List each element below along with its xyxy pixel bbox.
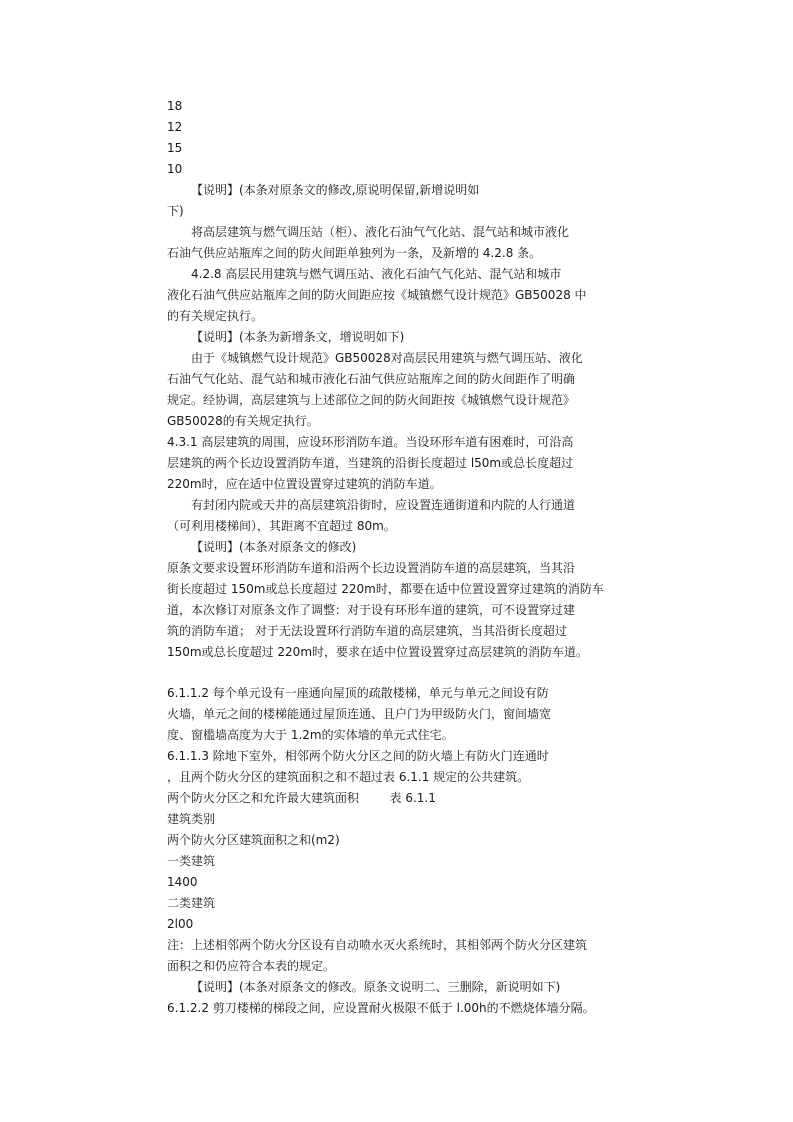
- clause-line: 火墙，单元之间的楼梯能通过屋顶连通、且户门为甲级防火门，窗间墙宽: [167, 707, 552, 721]
- clause-line: 度、窗槛墙高度为大于 1.2m的实体墙的单元式住宅。: [167, 728, 454, 742]
- paragraph-line: 道，本次修订对原条文作了调整：对于设有环形车道的建筑，可不设置穿过建: [167, 603, 576, 617]
- paragraph-line: 石油气供应站瓶库之间的防火间距单独列为一条，及新增的 4.2.8 条。: [167, 246, 542, 260]
- clause-line: 220m时，应在适中位置设置穿过建筑的消防车道。: [167, 477, 442, 491]
- paragraph-line: 有封闭内院或天井的高层建筑沿街时，应设置连通街道和内院的人行通道: [191, 498, 576, 512]
- clause-line: 4.2.8 高层民用建筑与燃气调压站、液化石油气气化站、混气站和城市: [191, 267, 562, 281]
- paragraph-line: 筑的消防车道； 对于无法设置环行消防车道的高层建筑，当其沿街长度超过: [167, 624, 567, 638]
- table-header: 两个防火分区建筑面积之和(m2): [167, 833, 340, 847]
- document-body: [167, 96, 607, 1019]
- number-line: 15: [167, 141, 183, 155]
- table-cell: 1400: [167, 875, 198, 889]
- explanation-heading: 【说明】(本条对原条文的修改,原说明保留,新增说明如: [191, 183, 480, 197]
- paragraph-line: （可利用楼梯间），其距离不宜超过 80m。: [167, 519, 396, 533]
- table-caption: 两个防火分区之和允许最大建筑面积 表 6.1.1: [167, 791, 436, 805]
- paragraph-line: 由于《城镇燃气设计规范》GB50028对高层民用建筑与燃气调压站、液化: [191, 351, 583, 365]
- explanation-heading: 【说明】(本条对原条文的修改): [191, 540, 357, 554]
- paragraph-line: 将高层建筑与燃气调压站（柜）、液化石油气气化站、混气站和城市液化: [191, 225, 570, 239]
- paragraph-line: 规定。经协调，高层建筑与上述部位之间的防火间距按《城镇燃气设计规范》: [167, 393, 576, 407]
- paragraph-line: 原条文要求设置环形消防车道和沿两个长边设置消防车道的高层建筑，当其沿: [167, 561, 576, 575]
- clause-line: ，且两个防火分区的建筑面积之和不超过表 6.1.1 规定的公共建筑。: [167, 770, 530, 784]
- paragraph-line: 下): [167, 204, 184, 218]
- clause-line: 6.1.2.2 剪刀楼梯的梯段之间，应设置耐火极限不低于 l.00h的不燃烧体墙分隔。: [167, 1001, 595, 1015]
- clause-line: 6.1.1.3 除地下室外，相邻两个防火分区之间的防火墙上有防火门连通时: [167, 749, 549, 763]
- table-note: 注：上述相邻两个防火分区设有自动喷水灭火系统时，其相邻两个防火分区建筑: [167, 938, 588, 952]
- clause-line: 层建筑的两个长边设置消防车道，当建筑的沿街长度超过 l50m或总长度超过: [167, 456, 574, 470]
- paragraph-line: 150m或总长度超过 220m时，要求在适中位置设置穿过高层建筑的消防车道。: [167, 645, 589, 659]
- clause-line: 液化石油气供应站瓶库之间的防火间距应按《城镇燃气设计规范》GB50028 中: [167, 288, 587, 302]
- paragraph-line: 石油气气化站、混气站和城市液化石油气供应站瓶库之间的防火间距作了明确: [167, 372, 576, 386]
- clause-line: 的有关规定执行。: [167, 309, 264, 323]
- table-cell: 一类建筑: [167, 854, 216, 868]
- number-line: 10: [167, 162, 183, 176]
- explanation-heading: 【说明】(本条为新增条文，增说明如下): [191, 330, 405, 344]
- number-line: 18: [167, 99, 183, 113]
- table-cell: 2l00: [167, 917, 194, 931]
- paragraph-line: GB50028的有关规定执行。: [167, 414, 319, 428]
- paragraph-line: 街长度超过 150m或总长度超过 220m时，都要在适中位置设置穿过建筑的消防车: [167, 582, 604, 596]
- clause-line: 4.3.1 高层建筑的周围，应设环形消防车道。当设环形车道有困难时，可沿高: [167, 435, 574, 449]
- clause-line: 6.1.1.2 每个单元设有一座通向屋顶的疏散楼梯，单元与单元之间设有防: [167, 686, 549, 700]
- table-note: 面积之和仍应符合本表的规定。: [167, 959, 336, 973]
- section-gap: [167, 663, 607, 683]
- table-header: 建筑类别: [167, 812, 216, 826]
- explanation-heading: 【说明】(本条对原条文的修改。原条文说明二、三删除，新说明如下): [191, 980, 561, 994]
- table-cell: 二类建筑: [167, 896, 216, 910]
- number-line: 12: [167, 120, 183, 134]
